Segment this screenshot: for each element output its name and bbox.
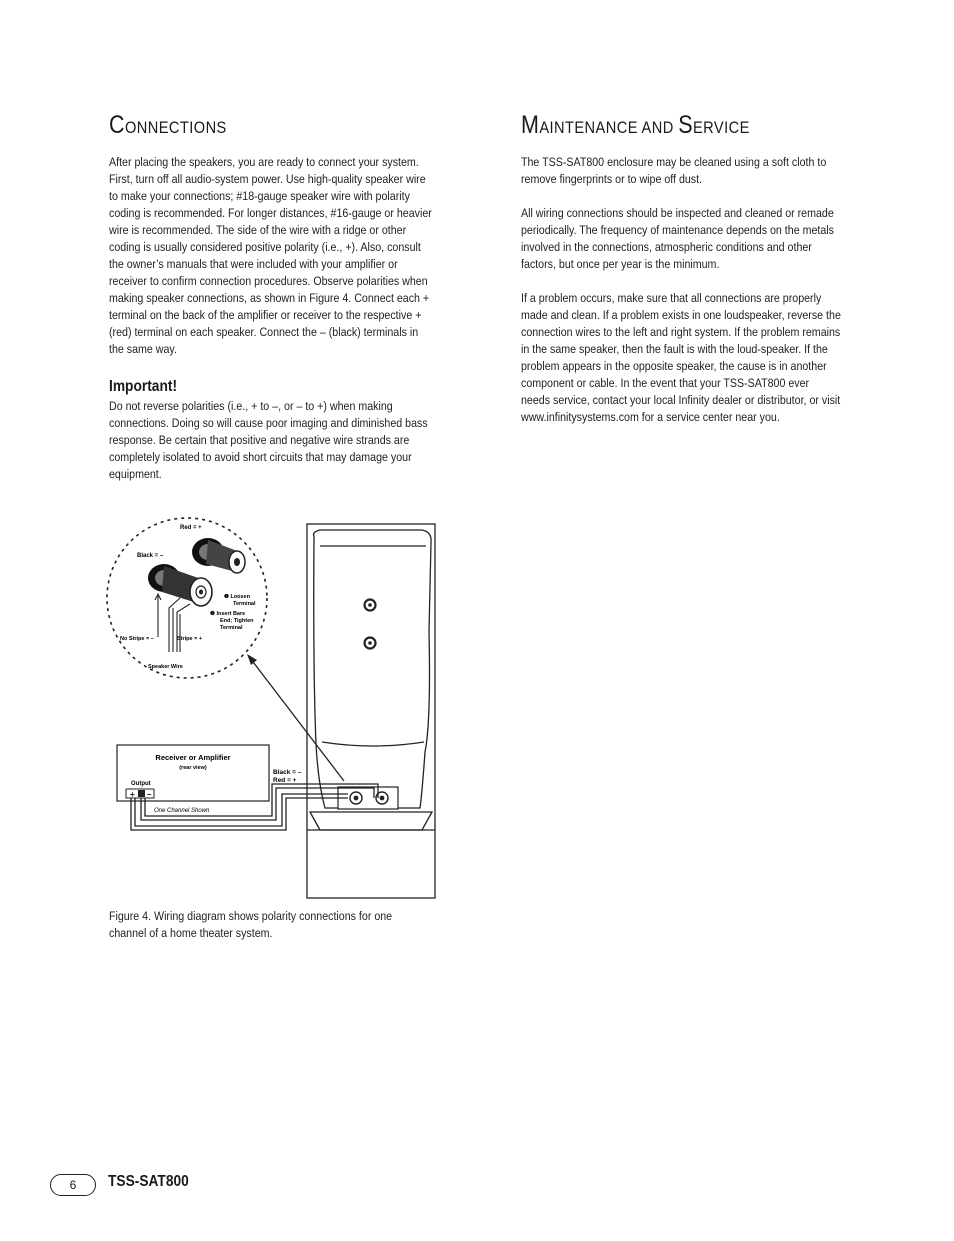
important-paragraph: Do not reverse polarities (i.e., + to –, or – to +) when making connections. Doing so will cause poor imaging and diminished bass response. Be certain that positive and negative wire strands are completely isolated to avoid short circuits that may damage your equipment. xyxy=(109,399,428,481)
terminal-black-label: Black = – xyxy=(273,769,302,776)
binding-post-icon xyxy=(192,538,245,573)
speaker-cabinet xyxy=(307,524,435,898)
maintenance-paragraph: All wiring connections should be inspected and cleaned or remade periodically. The frequency of maintenance depends on the metals involved in the connections, atmospheric conditions and other factors, but once per year is the minimum. xyxy=(521,206,834,271)
arrow-head-icon xyxy=(247,654,257,665)
step-insert-label-3: Terminal xyxy=(220,625,243,631)
maintenance-heading: MAINTENANCE AND SERVICE xyxy=(521,111,750,139)
output-label: Output xyxy=(131,781,151,787)
connections-paragraph: After placing the speakers, you are ready to connect your system. First, turn off all audio-system power. Use high-quality speaker wire to make your connections; #18-gauge speaker wire with polarity coding is recommended. For longer distances, #16-gauge or heavier wire is recommended. The side of the wire with a ridge or other coding is usually considered positive polarity (i.e., +). Also, consult the owner’s manuals that were included with your amplifier or receiver to confirm connection procedures. Observe polarities when making speaker connections, as shown in Figure 4. Connect each + terminal on the back of the amplifier or receiver to the respective + (red) terminal on each speaker. Connect the – (black) terminals in the same way. xyxy=(109,155,432,356)
important-heading: Important! xyxy=(109,378,178,395)
step-loosen-label-2: Terminal xyxy=(233,601,256,607)
output-minus: – xyxy=(147,790,152,799)
figure-caption: Figure 4. Wiring diagram shows polarity connections for one channel of a home theater system. xyxy=(109,909,393,940)
step-insert-label: ❷ Insert Bare xyxy=(210,611,246,617)
no-stripe-label: No Stripe = – xyxy=(120,636,154,642)
page-number: 6 xyxy=(50,1174,96,1196)
terminal-red-label: Red = + xyxy=(273,777,297,784)
receiver-title: Receiver or Amplifier xyxy=(155,753,231,762)
step-loosen-label: ❶ Loosen xyxy=(224,594,251,600)
mounting-hole-icon xyxy=(365,638,376,649)
black-minus-label: Black = – xyxy=(137,553,164,559)
mounting-hole-icon xyxy=(365,600,376,611)
maintenance-paragraph: The TSS-SAT800 enclosure may be cleaned using a soft cloth to remove fingerprints or to wipe off dust. xyxy=(521,155,827,186)
wiring-diagram xyxy=(100,512,445,900)
maintenance-section xyxy=(521,108,841,426)
maintenance-paragraph: If a problem occurs, make sure that all connections are properly made and clean. If a problem exists in one loudspeaker, reverse the connection wires to the left and right system. If the problem remains in the same speaker, then the fault is with the loud-speaker. If the problem appears in the opposite speaker, the cause is in another component or cable. In the event that your TSS-SAT800 ever needs service, contact your local Infinity dealer or distributor, or visit www.infinitysystems.com for a service center near you. xyxy=(521,291,841,424)
wire-leads xyxy=(155,594,190,652)
speaker-wire-label: Speaker Wire xyxy=(148,664,183,670)
step-insert-label-2: End; Tighten xyxy=(220,618,254,624)
connections-heading: CONNECTIONS xyxy=(109,111,227,139)
stripe-label: Stripe = + xyxy=(177,636,203,642)
connections-section xyxy=(109,108,434,483)
one-channel-note: One Channel Shown xyxy=(154,808,210,814)
output-plus: + xyxy=(130,790,135,799)
red-plus-label: Red = + xyxy=(180,525,202,531)
receiver-subtitle: (rear view) xyxy=(179,765,207,771)
model-name: TSS-SAT800 xyxy=(108,1173,189,1190)
